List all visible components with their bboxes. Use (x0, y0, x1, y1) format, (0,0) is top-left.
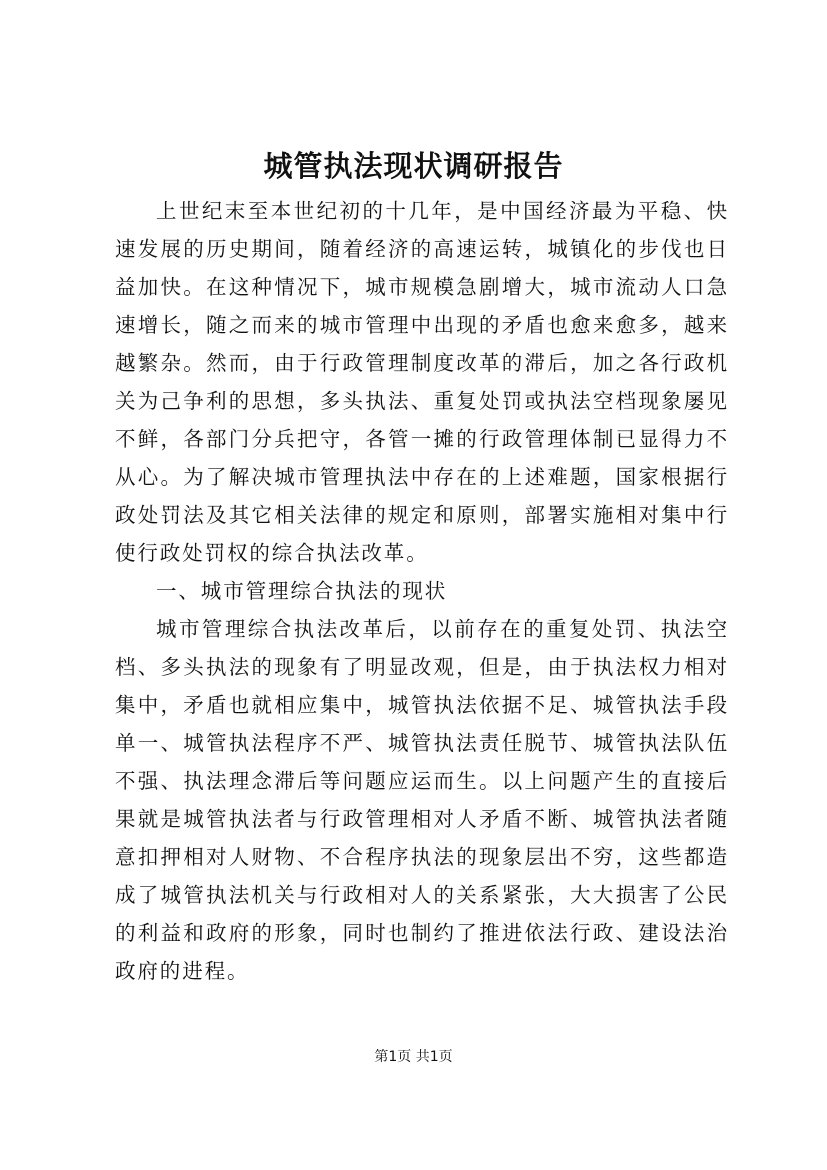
document-title: 城管执法现状调研报告 (263, 149, 564, 183)
section-heading: 一、城市管理综合执法的现状 (156, 579, 448, 603)
paragraph-status: 城市管理综合执法改革后，以前存在的重复处罚、执法空档、多头执法的现象有了明显改观，但是，由于执法权力相对集中，矛盾也就相应集中，城管执法依据不足、城管执法手段单一、城管执法程序不严、城管执法责任脱节、城管执法队伍不强、执法理念滞后等问题应运而生。以上问题产生的直接后果就是城管执法者与行政管理相对人矛盾不断、城管执法者随意扣押相对人财物、不合程序执法的现象层出不穷，这些都造成了城管执法机关与行政相对人的关系紧张，大大损害了公民的利益和政府的形象，同时也制约了推进依法行政、建设法治政府的进程。 (115, 617, 729, 983)
page-number-footer: 第1页 共1页 (374, 1049, 453, 1065)
paragraph-intro: 上世纪末至本世纪初的十几年，是中国经济最为平稳、快速发展的历史期间，随着经济的高速运转，城镇化的步伐也日益加快。在这种情况下，城市规模急剧增大，城市流动人口急速增长，随之而来的城市管理中出现的矛盾也愈来愈多，越来越繁杂。然而，由于行政管理制度改革的滞后，加之各行政机关为己争利的思想，多头执法、重复处罚或执法空档现象屡见不鲜，各部门分兵把守，各管一摊的行政管理体制已显得力不从心。为了解决城市管理执法中存在的上述难题，国家根据行政处罚法及其它相关法律的规定和原则，部署实施相对集中行使行政处罚权的综合执法改革。 (115, 199, 729, 565)
document-body (115, 192, 729, 990)
